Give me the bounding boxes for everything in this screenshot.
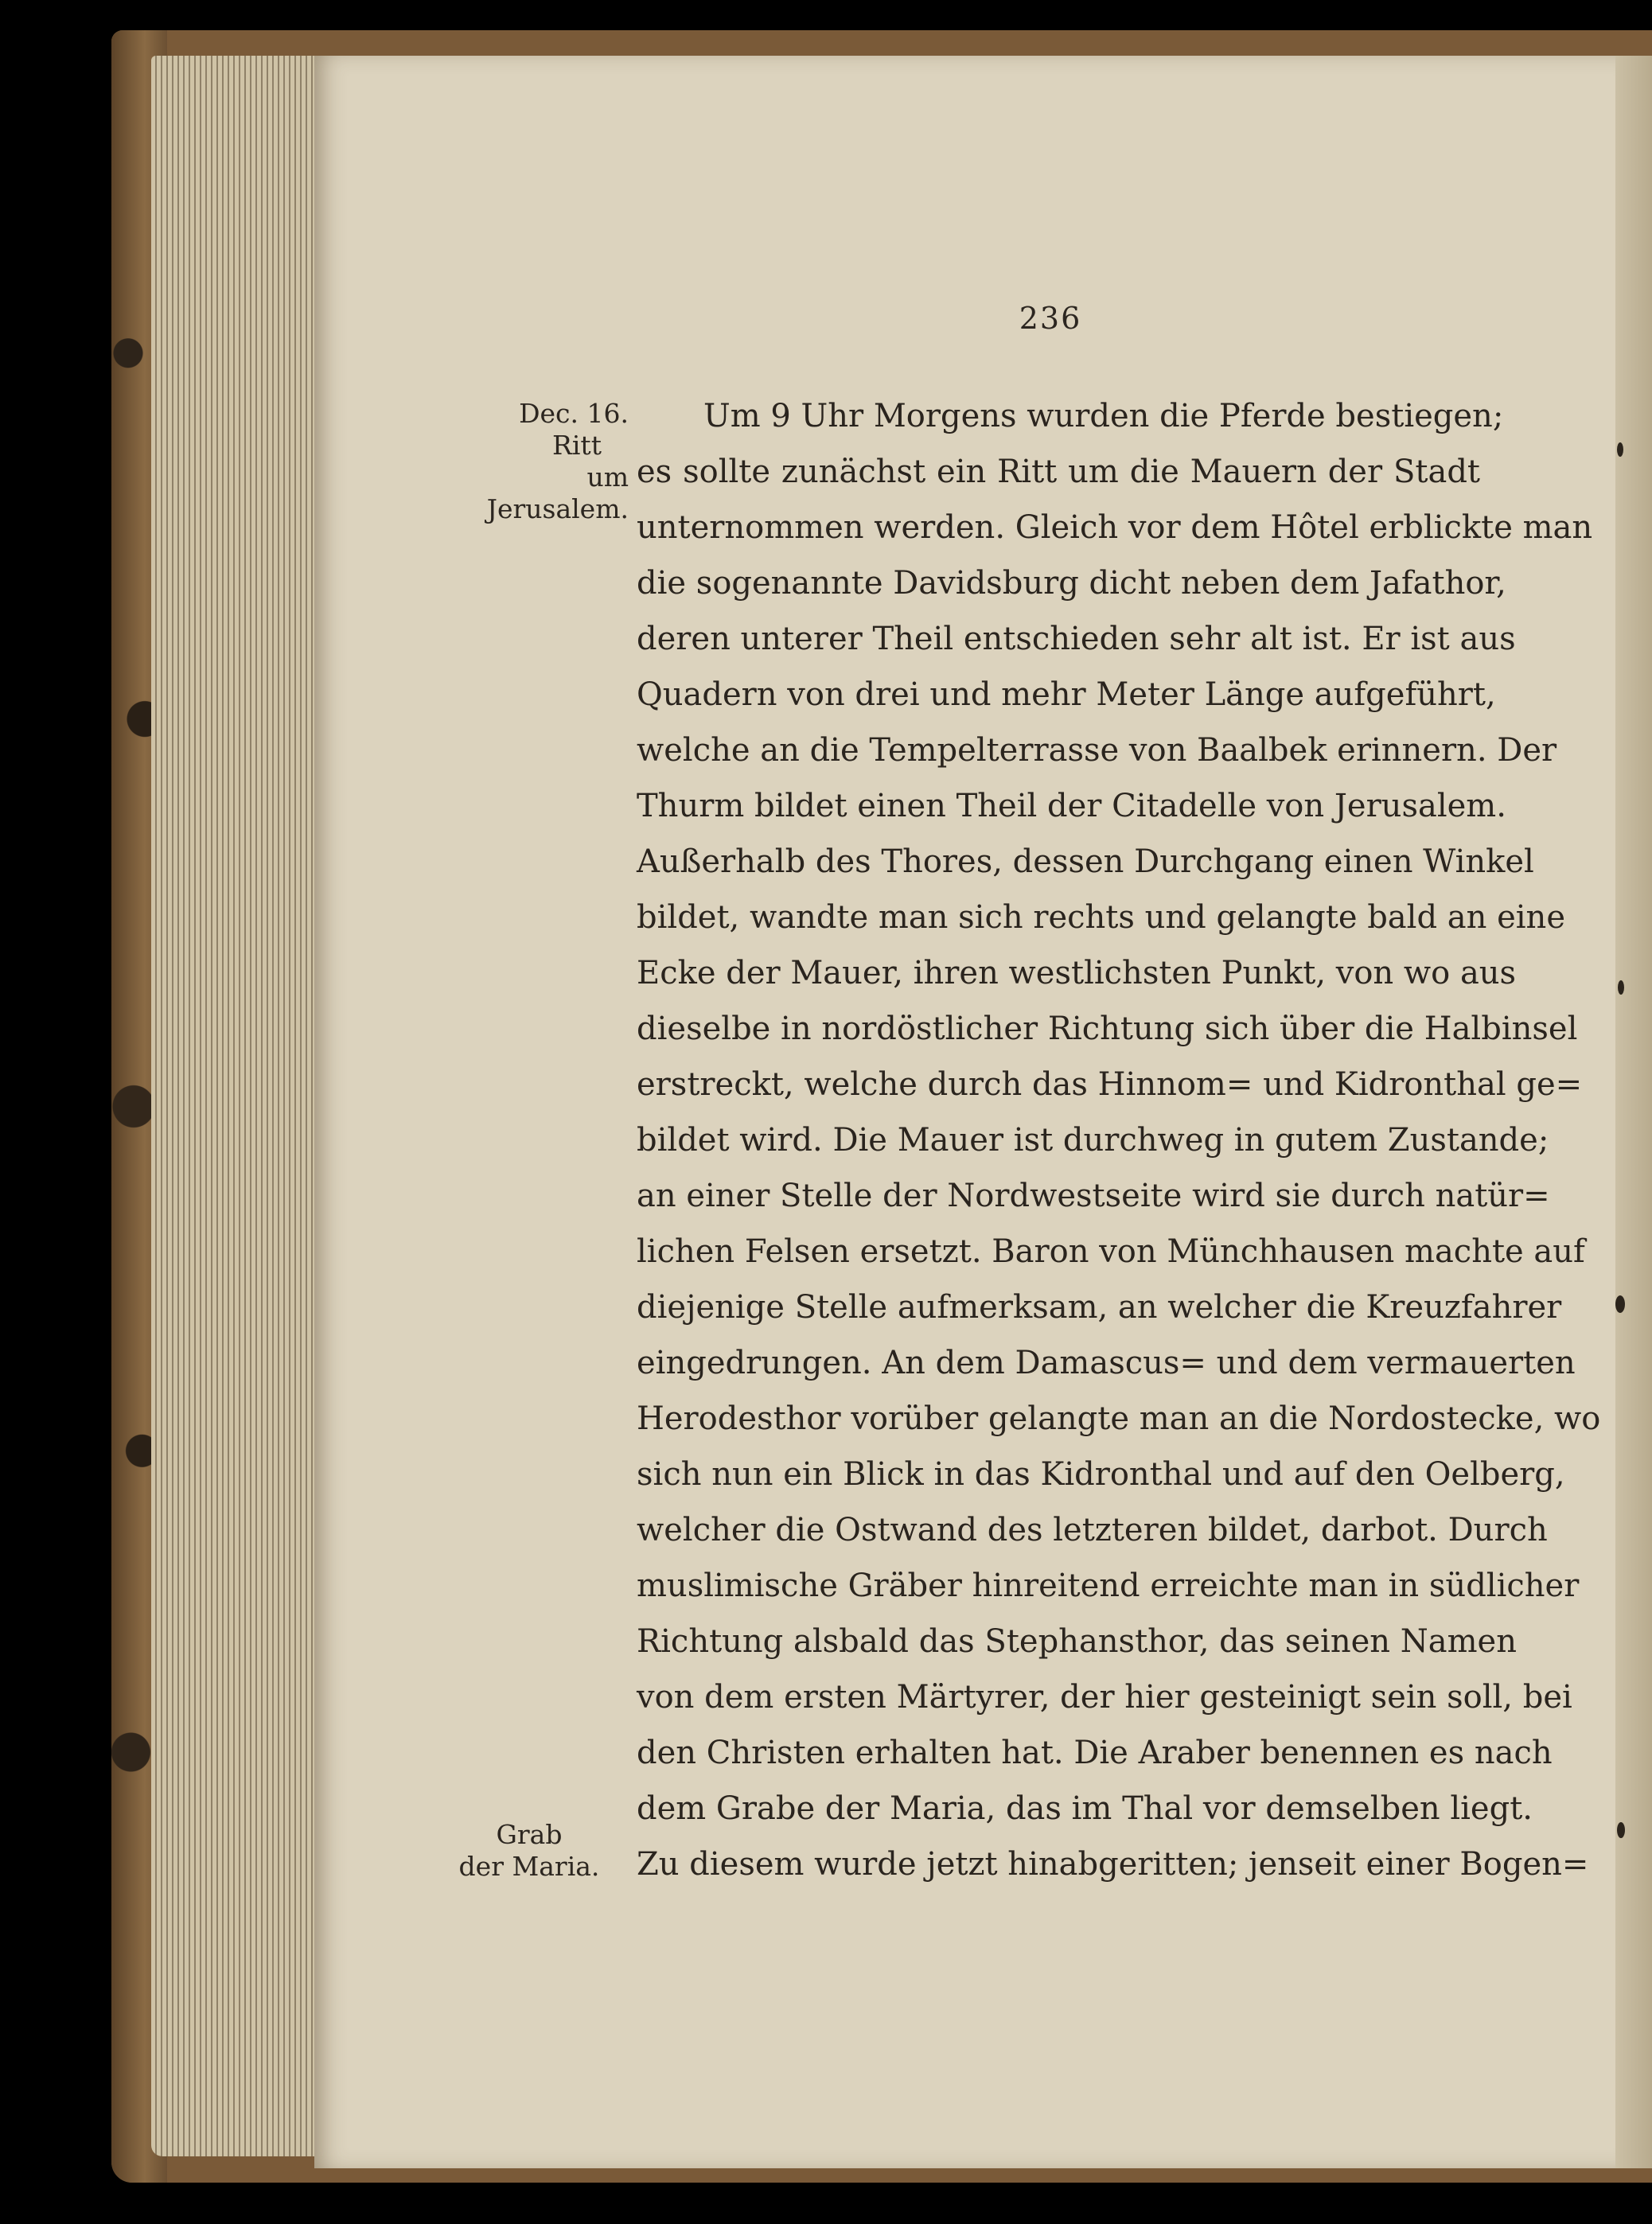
margin-note-line: um Jerusalem. xyxy=(486,462,629,524)
text-line: welcher die Ostwand des letzteren bildet, darbot. Durch xyxy=(637,1512,1548,1548)
text-line: sich nun ein Blick in das Kidronthal und auf den Oelberg, xyxy=(637,1456,1565,1493)
text-line: dieselbe in nordöstlicher Richtung sich über die Halbinsel xyxy=(637,1011,1578,1047)
page-edges xyxy=(151,56,318,2156)
margin-note-line: der Maria. xyxy=(458,1851,600,1882)
text-line: die sogenannte Davidsburg dicht neben dem Jafathor, xyxy=(637,565,1506,602)
margin-note-line: Ritt xyxy=(552,430,602,461)
text-line: welche an die Tempelterrasse von Baalbek erinnern. Der xyxy=(637,732,1557,769)
text-line: Zu diesem wurde jetzt hinabgeritten; jenseit einer Bogen= xyxy=(637,1846,1589,1883)
right-page-edge xyxy=(1615,56,1652,2168)
page-number: 236 xyxy=(1019,301,1082,336)
text-line: den Christen erhalten hat. Die Araber benennen es nach xyxy=(637,1735,1553,1771)
text-line: Um 9 Uhr Morgens wurden die Pferde bestiegen; xyxy=(703,398,1504,434)
text-line: deren unterer Theil entschieden sehr alt ist. Er ist aus xyxy=(637,621,1516,657)
text-line: erstreckt, welche durch das Hinnom= und Kidronthal ge= xyxy=(637,1066,1583,1103)
margin-note-line: Grab xyxy=(496,1819,563,1850)
text-line: unternommen werden. Gleich vor dem Hôtel erblickte man xyxy=(637,509,1593,546)
binding-mark xyxy=(1617,442,1623,457)
text-line: Herodesthor vorüber gelangte man an die Nordostecke, wo xyxy=(637,1400,1601,1437)
text-line: bildet wird. Die Mauer ist durchweg in gutem Zustande; xyxy=(637,1122,1549,1159)
text-line: Richtung alsbald das Stephansthor, das seinen Namen xyxy=(637,1623,1517,1660)
binding-mark xyxy=(1615,1295,1625,1313)
text-line: lichen Felsen ersetzt. Baron von Münchhausen machte auf xyxy=(637,1233,1585,1270)
text-line: bildet, wandte man sich rechts und gelangte bald an eine xyxy=(637,899,1565,936)
text-line: es sollte zunächst ein Ritt um die Mauern der Stadt xyxy=(637,454,1480,490)
binding-mark xyxy=(1618,980,1624,995)
margin-note-date xyxy=(438,398,629,525)
text-line: Ecke der Mauer, ihren westlichsten Punkt, von wo aus xyxy=(637,955,1517,991)
binding-mark xyxy=(1617,1822,1625,1838)
text-line: Thurm bildet einen Theil der Citadelle von Jerusalem. xyxy=(637,788,1506,824)
text-line: Außerhalb des Thores, dessen Durchgang einen Winkel xyxy=(637,843,1534,880)
text-line: an einer Stelle der Nordwestseite wird sie durch natür= xyxy=(637,1178,1550,1214)
text-line: eingedrungen. An dem Damascus= und dem vermauerten xyxy=(637,1345,1576,1381)
text-line: dem Grabe der Maria, das im Thal vor demselben liegt. xyxy=(637,1790,1533,1827)
margin-note-line: Dec. 16. xyxy=(519,398,629,429)
text-line: von dem ersten Märtyrer, der hier gesteinigt sein soll, bei xyxy=(637,1679,1572,1716)
text-line: Quadern von drei und mehr Meter Länge aufgeführt, xyxy=(637,676,1496,713)
text-line: diejenige Stelle aufmerksam, an welcher die Kreuzfahrer xyxy=(637,1289,1562,1326)
text-line: muslimische Gräber hinreitend erreichte man in südlicher xyxy=(637,1568,1580,1604)
margin-note-grab xyxy=(430,1819,629,1883)
